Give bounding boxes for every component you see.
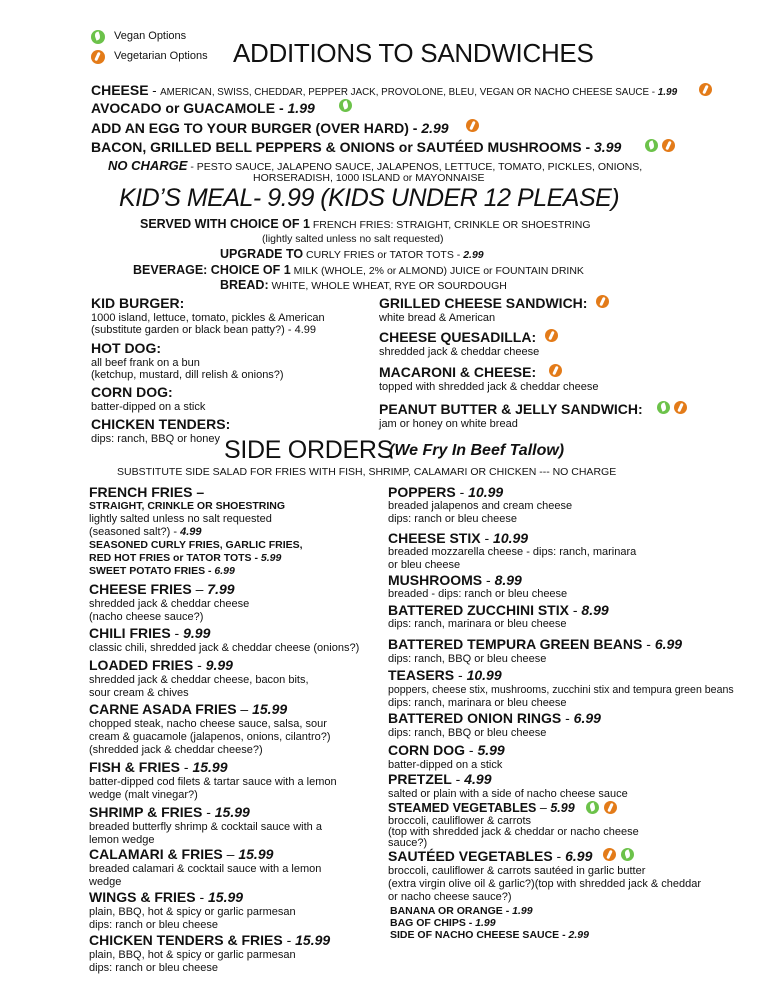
kids-meal-title: KID’S MEAL- 9.99 (KIDS UNDER 12 PLEASE) [119,184,620,212]
additions-egg-line [91,120,449,136]
side-item-desc: (top with shredded jack & cheddar or nacho cheese [388,826,639,838]
avocado-label: AVOCADO or GUACAMOLE - [91,100,288,116]
side-item-name-line [89,581,235,597]
side-item-sep: - [202,804,215,820]
sauteed-vegan-icon [621,848,634,861]
side-item-name-line [89,804,250,820]
side-item-sep: - [180,759,193,775]
side-item-name: BATTERED ONION RINGS [388,710,562,726]
side-item-name: CHICKEN TENDERS & FRIES [89,932,283,948]
side-item-price: 10.99 [468,484,504,500]
avocado-vegan-icon [339,99,352,112]
kids-item-desc: jam or honey on white bread [379,418,518,430]
side-item-name: POPPERS [388,484,456,500]
side-item-sep: - [552,848,566,864]
cheese-label: CHEESE [91,82,149,98]
extra-name: SIDE OF NACHO CHEESE SAUCE - [390,929,569,941]
kids-served-label: SERVED WITH CHOICE OF 1 [140,217,310,231]
side-item-price: 9.99 [205,657,233,673]
side-item-desc: dips: ranch or bleu cheese [89,962,219,974]
side-item-name-line [89,701,287,717]
steamed-vegetarian-icon [604,801,617,814]
side-item-name-line [388,572,522,588]
side-item-name: BATTERED ZUCCHINI STIX [388,602,569,618]
side-item-name-line [388,484,503,500]
side-item-sep: - [170,625,184,641]
side-item-name-line [89,657,233,673]
side-item-sep: - [193,657,206,673]
legend-vegan-label: Vegan Options [114,30,187,42]
ff-desc1: lightly salted unless no salt requested [89,513,272,525]
egg-label: ADD AN EGG TO YOUR BURGER (OVER HARD) - [91,120,422,136]
kids-item-desc: shredded jack & cheddar cheese [379,346,540,358]
ff-seasoned1: SEASONED CURLY FRIES, GARLIC FRIES, [89,539,303,551]
bacon-price: 3.99 [594,139,622,155]
legend-vegetarian-label: Vegetarian Options [114,50,208,62]
side-item-name-line [388,742,505,758]
side-item-name: LOADED FRIES [89,657,194,673]
side-item-desc: or bleu cheese [388,559,461,571]
kids-item-name: PEANUT BUTTER & JELLY SANDWICH: [379,401,643,417]
side-item-name: CORN DOG [388,742,465,758]
kids-item-name: MACARONI & CHEESE: [379,364,537,380]
side-item-name-line [89,759,228,775]
side-item-sep: - [465,742,478,758]
extra-price: 1.99 [475,917,496,929]
ff-sub: STRAIGHT, CRINKLE OR SHOESTRING [89,500,286,512]
side-item-sep: - [480,530,494,546]
side-item-name-line [388,636,682,652]
kids-bread-text: WHITE, WHOLE WHEAT, RYE OR SOURDOUGH [268,280,507,292]
kids-item-desc: white bread & American [379,312,496,324]
side-item-name-line [388,602,609,618]
bacon-label: BACON, GRILLED BELL PEPPERS & ONIONS or SAUTÉED MUSHROOMS - [91,139,595,155]
side-item-sep: – [236,701,253,717]
side-item-price: 15.99 [252,701,288,717]
side-item-name: CHEESE FRIES [89,581,192,597]
kids-upgrade-line [220,247,484,261]
side-item-price: 5.99 [550,801,575,815]
side-item-price: 15.99 [295,932,331,948]
side-item-sep: - [451,771,465,787]
side-item-price: 15.99 [214,804,250,820]
side-item-desc: dips: ranch or bleu cheese [89,919,219,931]
side-item-desc: wedge (malt vinegar?) [89,789,198,801]
side-item-name: MUSHROOMS [388,572,483,588]
kids-item-desc: batter-dipped on a stick [91,401,206,413]
side-item-name-line [89,932,330,948]
side-item-desc: batter-dipped on a stick [388,759,503,771]
kids-item-desc: (substitute garden or black bean patty?) - 4.99 [91,324,317,336]
side-item-desc: batter-dipped cod filets & tartar sauce with a lemon [89,776,337,788]
kids-upgrade-text: CURLY FRIES or TATOR TOTS - [303,249,464,261]
no-charge-line1 [108,158,642,173]
ff-seasoned2: RED HOT FRIES or TATOR TOTS - [89,552,261,564]
side-item-name: FISH & FRIES [89,759,181,775]
side-item-price: 9.99 [183,625,211,641]
ff-seasoned2-line [89,552,281,564]
side-item-name-line [388,848,592,864]
ff-desc2: (seasoned salt?) - [89,526,181,538]
side-item-name: CARNE ASADA FRIES [89,701,237,717]
no-charge-list-1: - PESTO SAUCE, JALAPENO SAUCE, JALAPENOS, LETTUCE, TOMATO, PICKLES, ONIONS, [187,161,643,173]
side-item-price: 8.99 [581,602,609,618]
side-item-sep: - [282,932,296,948]
side-item-name-line [388,530,528,546]
side-item-name-line [388,667,502,683]
extra-name: BAG OF CHIPS - [390,917,476,929]
cheese-sep: - [148,83,161,98]
side-item-name-line [89,625,210,641]
kids-vegetarian-icon [674,401,687,414]
side-item-sep: – [222,846,239,862]
side-item-desc: plain, BBQ, hot & spicy or garlic parmesan [89,949,296,961]
steamed-vegan-icon [586,801,599,814]
side-item-sep: - [455,484,469,500]
additions-avocado-line [91,100,315,116]
side-item-desc: shredded jack & cheddar cheese, bacon bits, [89,674,309,686]
side-item-name: STEAMED VEGETABLES [388,801,537,815]
kids-beverage-text: MILK (WHOLE, 2% or ALMOND) JUICE or FOUNTAIN DRINK [290,265,584,277]
side-item-desc: broccoli, cauliflower & carrots sautéed in garlic butter [388,865,646,877]
side-item-desc: shredded jack & cheddar cheese [89,598,250,610]
side-item-name: BATTERED TEMPURA GREEN BEANS [388,636,643,652]
no-charge-label: NO CHARGE [108,158,188,173]
side-item-name: CHEESE STIX [388,530,481,546]
side-item-sep: – [191,581,208,597]
side-item-price: 7.99 [207,581,235,597]
egg-price: 2.99 [421,120,449,136]
side-orders-note: SUBSTITUTE SIDE SALAD FOR FRIES WITH FISH, SHRIMP, CALAMARI OR CHICKEN --- NO CHARGE [117,466,617,478]
extra-price: 1.99 [512,905,533,917]
extra-line [390,929,589,941]
side-item-desc: dips: ranch, marinara or bleu cheese [388,618,567,630]
extra-line [390,905,533,917]
kids-served-note: (lightly salted unless no salt requested) [262,233,444,245]
side-item-desc: classic chili, shredded jack & cheddar cheese (onions?) [89,642,360,654]
additions-bacon-line [91,139,621,155]
kids-vegan-icon [657,401,670,414]
kids-item-desc: (ketchup, mustard, dill relish & onions?) [91,369,284,381]
side-item-desc: salted or plain with a side of nacho cheese sauce [388,788,628,800]
side-item-desc: lemon wedge [89,834,155,846]
kids-item-desc: all beef frank on a bun [91,357,200,369]
side-item-sep: - [482,572,495,588]
side-item-sep: - [195,889,209,905]
side-item-sep: - [454,667,467,683]
kids-item-name: CHEESE QUESADILLA: [379,329,537,345]
side-item-desc: breaded mozzarella cheese - dips: ranch, marinara [388,546,637,558]
ff-desc2-line [89,526,202,539]
side-item-desc: broccoli, cauliflower & carrots [388,815,532,827]
side-item-desc: or nacho cheese sauce?) [388,891,512,903]
side-item-price: 6.99 [573,710,601,726]
side-item-name-line [388,801,575,815]
kids-served-text: FRENCH FRIES: STRAIGHT, CRINKLE OR SHOESTRING [309,219,591,231]
side-item-desc: poppers, cheese stix, mushrooms, zucchini stix and tempura green beans [388,684,734,696]
ff-price: 4.99 [180,526,202,538]
kids-served-line [140,217,591,231]
side-item-price: 15.99 [208,889,244,905]
vegetarian-carrot-icon [91,50,105,64]
ff-sweet: SWEET POTATO FRIES - [89,565,215,577]
side-item-name-line [388,710,601,726]
side-item-desc: (nacho cheese sauce?) [89,611,204,623]
bacon-vegetarian-icon [662,139,675,152]
side-item-name: SHRIMP & FRIES [89,804,203,820]
side-item-desc: breaded calamari & cocktail sauce with a lemon [89,863,322,875]
side-item-name-line [89,889,243,905]
side-item-desc: wedge [89,876,122,888]
kids-item-desc: 1000 island, lettuce, tomato, pickles & American [91,312,325,324]
extra-price: 2.99 [568,929,589,941]
extra-name: BANANA OR ORANGE - [390,905,513,917]
side-item-name: PRETZEL [388,771,452,787]
side-item-price: 15.99 [192,759,228,775]
kids-item-name: CORN DOG: [91,384,173,400]
side-item-desc: cream & guacamole (jalapenos, onions, cilantro?) [89,731,331,743]
avocado-price: 1.99 [287,100,315,116]
side-item-name: TEASERS [388,667,455,683]
kids-bread-line [220,278,507,292]
side-item-desc: (shredded jack & cheddar cheese?) [89,744,263,756]
side-orders-subtitle: (We Fry In Beef Tallow) [389,442,565,459]
cheese-options: AMERICAN, SWISS, CHEDDAR, PEPPER JACK, PROVOLONE, BLEU, VEGAN OR NACHO CHEESE SAUCE - [160,87,658,98]
kids-beverage-label: BEVERAGE: CHOICE OF 1 [133,263,291,277]
kids-item-name: HOT DOG: [91,340,161,356]
vegan-leaf-icon [91,30,105,44]
side-item-price: 4.99 [464,771,492,787]
side-item-desc: breaded jalapenos and cream cheese [388,500,573,512]
side-item-sep: - [568,602,582,618]
side-item-desc: chopped steak, nacho cheese sauce, salsa, sour [89,718,327,730]
side-item-name-line [89,846,273,862]
kids-vegetarian-icon [596,295,609,308]
side-item-desc: breaded butterfly shrimp & cocktail sauce with a [89,821,322,833]
side-item-price: 5.99 [477,742,505,758]
side-item-name: FRENCH FRIES – [89,484,205,500]
side-item-desc: dips: ranch, BBQ or bleu cheese [388,653,547,665]
side-orders-title: SIDE ORDERS [224,436,393,464]
side-item-name: CALAMARI & FRIES [89,846,223,862]
sauteed-vegetarian-icon [603,848,616,861]
kids-upgrade-label: UPGRADE TO [220,247,304,261]
kids-item-desc: topped with shredded jack & cheddar cheese [379,381,599,393]
side-item-sep: – [536,801,551,815]
kids-item-name: CHICKEN TENDERS: [91,416,231,432]
kids-item-name: KID BURGER: [91,295,185,311]
side-item-desc: sour cream & chives [89,687,189,699]
additions-title: ADDITIONS TO SANDWICHES [233,38,594,68]
egg-vegetarian-icon [466,119,479,132]
side-item-sep: - [561,710,574,726]
side-item-price: 10.99 [493,530,529,546]
side-item-price: 8.99 [494,572,522,588]
additions-cheese-line [91,82,677,98]
no-charge-list-2: HORSERADISH, 1000 ISLAND or MAYONNAISE [253,172,485,184]
side-item-price: 10.99 [466,667,502,683]
kids-vegetarian-icon [545,329,558,342]
side-item-price: 6.99 [654,636,683,652]
side-item-desc: plain, BBQ, hot & spicy or garlic parmesan [89,906,296,918]
side-item-price: 6.99 [565,848,593,864]
side-item-desc: dips: ranch or bleu cheese [388,513,518,525]
side-item-desc: breaded - dips: ranch or bleu cheese [388,588,568,600]
side-item-name: SAUTÉED VEGETABLES [388,848,553,864]
side-item-desc: (extra virgin olive oil & garlic?)(top with shredded jack & cheddar [388,878,702,890]
kids-bread-label: BREAD: [220,278,269,292]
cheese-price: 1.99 [657,87,678,98]
side-item-desc: dips: ranch, marinara or bleu cheese [388,697,567,709]
ff-seasoned-price: 5.99 [260,552,282,564]
kids-item-desc: dips: ranch, BBQ or honey [91,433,221,445]
extra-line [390,917,496,929]
kids-beverage-line [133,263,584,277]
kids-item-name: GRILLED CHEESE SANDWICH: [379,295,588,311]
bacon-vegan-icon [645,139,658,152]
side-item-name-line [388,771,491,787]
side-item-name: CHILI FRIES [89,625,171,641]
kids-upgrade-price: 2.99 [463,249,484,261]
side-item-desc: sauce?) [388,837,428,849]
side-item-name: WINGS & FRIES [89,889,196,905]
side-item-sep: - [642,636,655,652]
side-item-desc: dips: ranch, BBQ or bleu cheese [388,727,547,739]
ff-sweet-price: 6.99 [214,565,235,577]
kids-vegetarian-icon [549,364,562,377]
ff-sweet-line [89,565,235,577]
cheese-vegetarian-icon [699,83,712,96]
side-item-price: 15.99 [238,846,274,862]
